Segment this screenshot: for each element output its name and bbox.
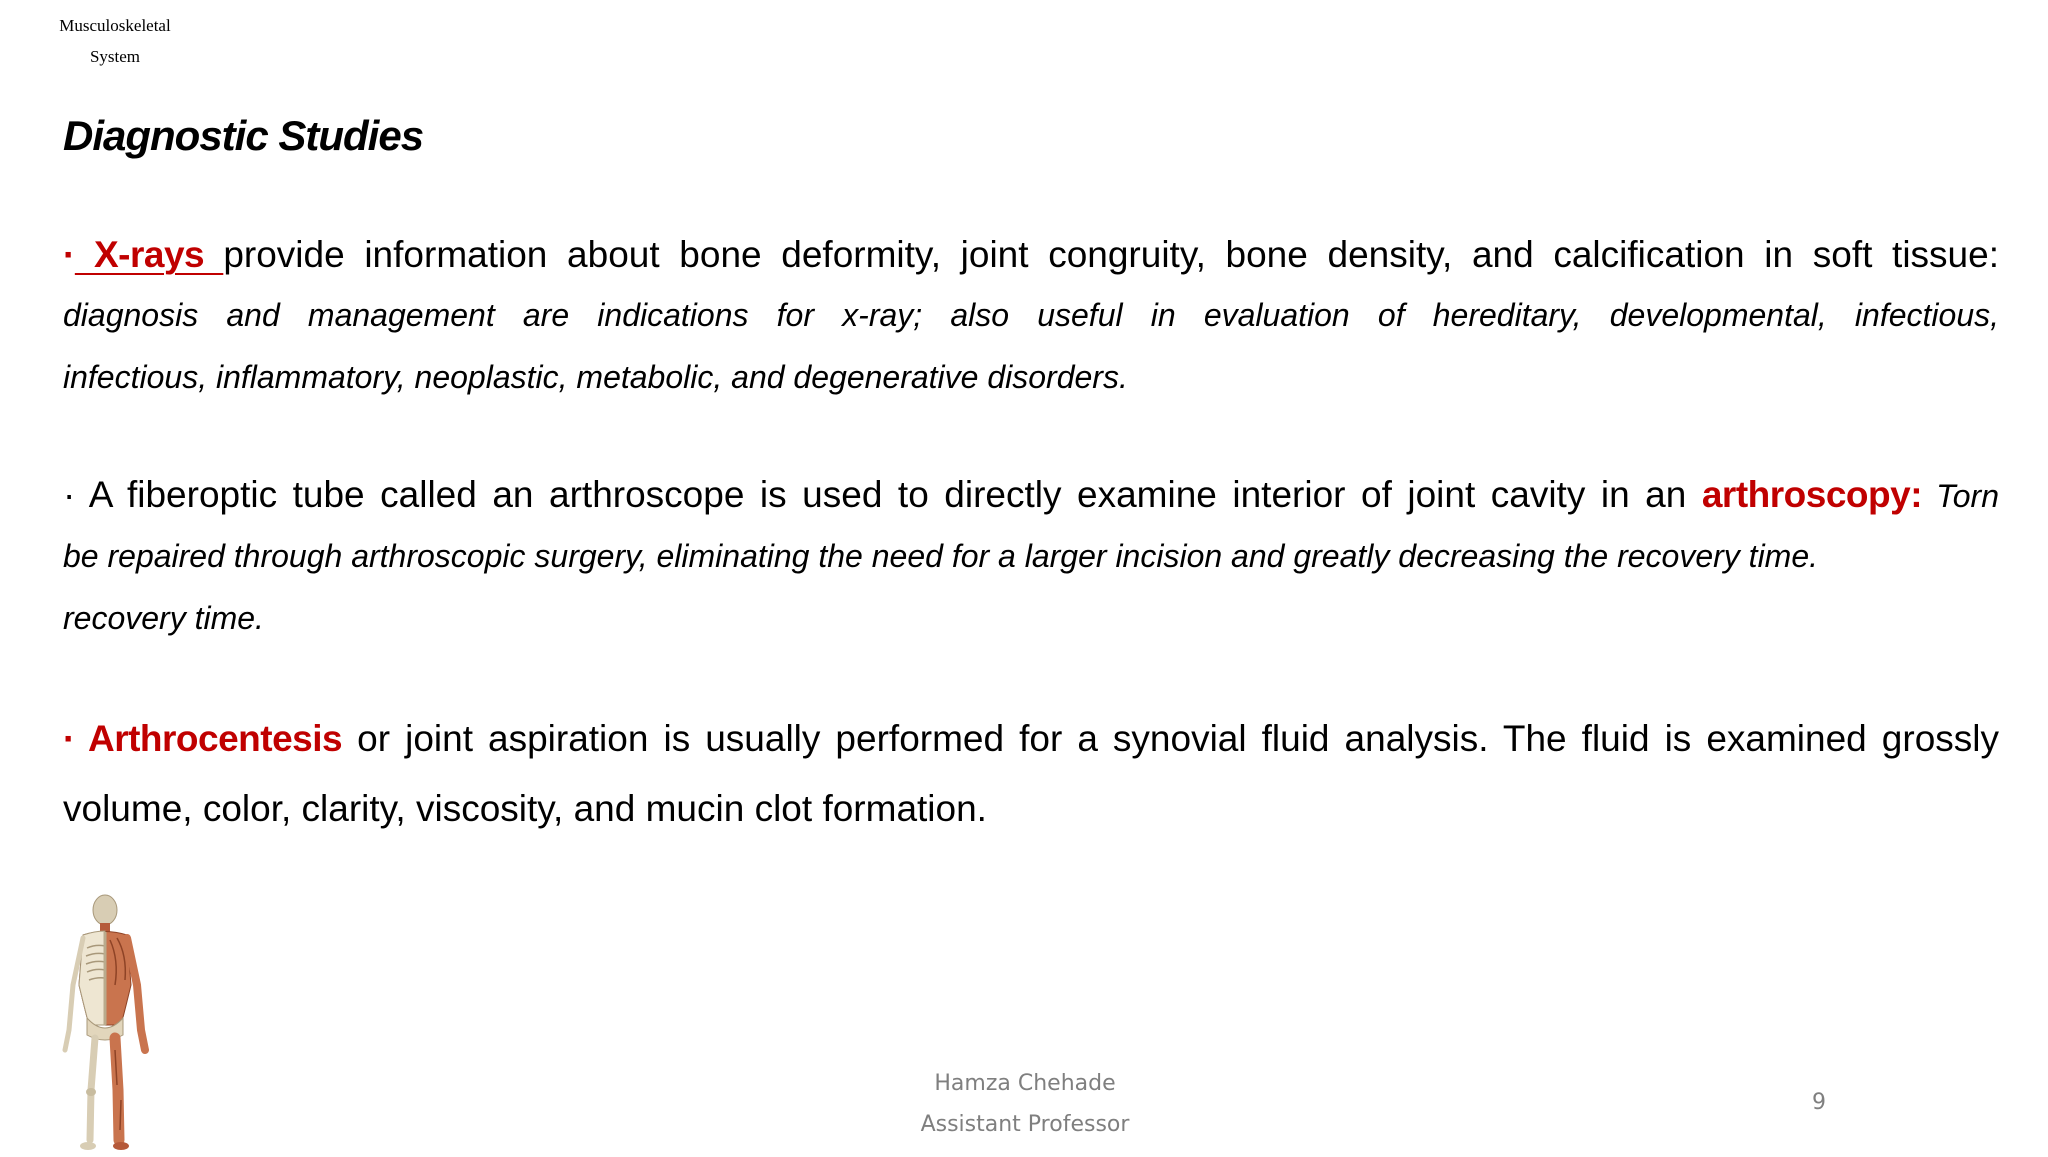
bullet-arthroscopy [63, 466, 1999, 649]
footer-author [860, 1063, 1190, 1145]
anatomy-figure-icon [55, 890, 155, 1152]
bullet-marker: · [63, 718, 75, 759]
bullet-xrays-detail-line2: infectious, inflammatory, neoplastic, metabolic, and degenerative disorders. [63, 359, 1128, 395]
bullet-arthrocentesis-text: or joint aspiration is usually performed for a synovial fluid analysis. The fluid is examined grossly [342, 718, 1999, 759]
course-label-line1: Musculoskeletal [59, 16, 171, 35]
footer-name: Hamza Chehade [934, 1071, 1116, 1096]
bullet-arthrocentesis-lead-line2: volume, color, clarity, viscosity, and mucin clot formation. [63, 788, 987, 829]
course-label [40, 10, 190, 72]
bullet-arthroscopy-inline-detail: Torn [1922, 478, 2000, 514]
keyword-arthroscopy: arthroscopy: [1701, 474, 1923, 515]
bullet-marker: · [63, 474, 76, 515]
bullet-arthroscopy-lead [63, 466, 1999, 525]
keyword-xrays: X-rays [74, 234, 224, 275]
bullet-xrays-text: provide information about bone deformity, joint congruity, bone density, and calcification in soft tissue: [223, 234, 1999, 275]
bullet-arthrocentesis [63, 704, 1999, 844]
slide-title: Diagnostic Studies [63, 112, 424, 159]
bullet-arthroscopy-detail-line1: be repaired through arthroscopic surgery, eliminating the need for a larger incision and greatly decreasing the recovery time. [63, 538, 1819, 574]
bullet-arthroscopy-detail-line2: recovery time. [63, 600, 264, 636]
bullet-xrays [63, 226, 1999, 408]
page-number: 9 [1812, 1090, 1826, 1115]
course-label-line2: System [89, 47, 141, 66]
bullet-arthrocentesis-lead [63, 704, 1999, 774]
keyword-arthrocentesis: Arthrocentesis [74, 718, 343, 759]
bullet-xrays-detail-line1: diagnosis and management are indications for x-ray; also useful in evaluation of hereditary, developmental, infectious, [63, 297, 1999, 333]
bullet-xrays-lead [63, 226, 1999, 284]
footer-role: Assistant Professor [920, 1112, 1130, 1137]
bullet-marker: · [63, 234, 75, 275]
bullet-arthroscopy-text: A fiberoptic tube called an arthroscope is used to directly examine interior of joint cavity in an [75, 474, 1702, 515]
